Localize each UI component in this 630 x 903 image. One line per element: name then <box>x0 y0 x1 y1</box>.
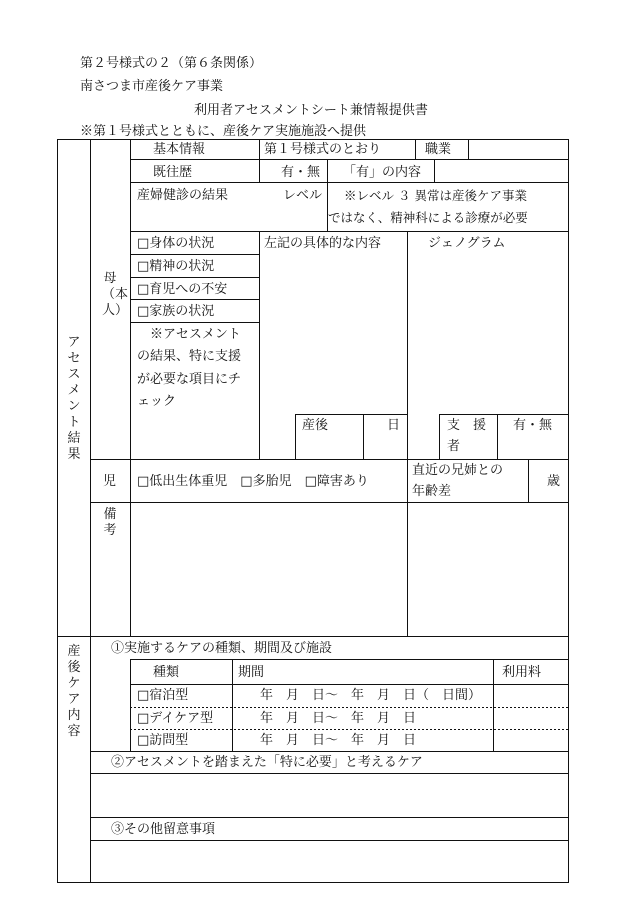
check-note-line3: が必要な項目にチ <box>137 372 242 387</box>
col-type: 種類 <box>153 665 180 680</box>
support-choice[interactable]: 有・無 <box>513 418 553 433</box>
postpartum-label: 産後 <box>302 418 329 433</box>
assessment-form-table <box>57 139 569 883</box>
check-note-line4: ェック <box>137 394 177 409</box>
form-number: 第２号様式の２（第６条関係） <box>80 56 263 71</box>
program-name: 南さつま市産後ケア事業 <box>80 79 224 94</box>
basic-info-label: 基本情報 <box>153 142 206 157</box>
assessment-section-label: アセスメント結果 <box>67 335 81 462</box>
level-label: レベル <box>283 188 323 203</box>
care-item1: ①実施するケアの種類、期間及び施設 <box>111 641 333 656</box>
care-type-daycare[interactable]: □デイケア型 <box>137 711 214 726</box>
age-unit: 歳 <box>547 474 561 489</box>
col-fee: 利用料 <box>502 665 542 680</box>
care-item2: ②アセスメントを踏まえた「特に必要」と考えるケア <box>111 755 423 770</box>
history-label: 既往歴 <box>153 165 193 180</box>
history-detail-label: 「有」の内容 <box>343 165 422 180</box>
check-mental[interactable]: □精神の状況 <box>137 259 215 274</box>
col-period: 期間 <box>238 665 265 680</box>
mother-label: 母（本人） <box>102 271 129 318</box>
support-label-line2: 者 <box>447 439 461 454</box>
care-period-daycare: 年 月 日～ 年 月 日 <box>260 711 417 726</box>
detail-header: 左記の具体的な内容 <box>264 236 382 251</box>
check-parenting-anxiety[interactable]: □育児への不安 <box>137 282 228 297</box>
care-type-visit[interactable]: □訪問型 <box>137 733 189 748</box>
child-options[interactable]: □低出生体重児 □多胎児 □障害あり <box>137 474 369 489</box>
care-period-overnight: 年 月 日～ 年 月 日（ 日間） <box>260 688 482 703</box>
occupation-label: 職業 <box>425 142 452 157</box>
care-type-overnight[interactable]: □宿泊型 <box>137 688 189 703</box>
care-item3: ③その他留意事項 <box>111 822 216 837</box>
page-title: 利用者アセスメントシート兼情報提供書 <box>194 103 428 118</box>
child-label: 児 <box>103 474 117 489</box>
level-note-line1: ※レベル ３ 異常は産後ケア事業 <box>344 188 527 203</box>
level-note-line2: ではなく、精神科による診療が必要 <box>328 210 528 225</box>
basic-info-value: 第１号様式のとおり <box>264 142 382 157</box>
check-physical[interactable]: □身体の状況 <box>137 236 215 251</box>
check-note-line2: の結果、特に支援 <box>137 349 242 364</box>
care-period-visit: 年 月 日～ 年 月 日 <box>260 733 417 748</box>
checkup-label: 産婦健診の結果 <box>137 188 229 203</box>
remarks-label: 備考 <box>103 507 117 538</box>
submission-note: ※第１号様式とともに、産後ケア実施施設へ提供 <box>80 124 367 139</box>
sibling-gap-line1: 直近の兄姉との <box>412 463 504 478</box>
sibling-gap-line2: 年齢差 <box>412 484 452 499</box>
check-note-line1: ※アセスメント <box>150 327 241 342</box>
day-unit: 日 <box>387 418 401 433</box>
genogram-header: ジェノグラム <box>428 236 506 251</box>
care-section-label: 産後ケア内容 <box>67 644 81 739</box>
check-family[interactable]: □家族の状況 <box>137 304 215 319</box>
history-choice[interactable]: 有・無 <box>281 165 321 180</box>
support-label-line1: 支 援 <box>447 418 487 433</box>
